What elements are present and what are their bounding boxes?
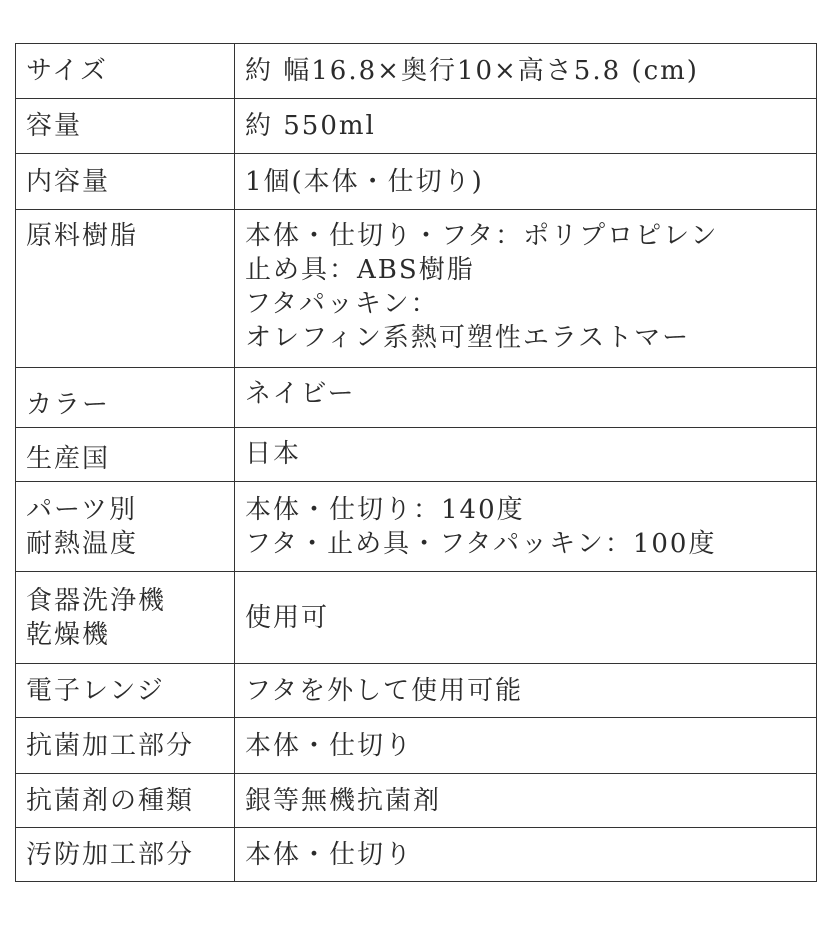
value-line: フタ・止め具・フタパッキン：100度 [245,528,717,559]
value-line: 本体・仕切り [245,839,414,870]
spec-label [16,572,235,664]
spec-row-origin [16,428,817,482]
label-line: 生産国 [26,444,111,474]
value-line: 本体・仕切り [245,730,414,761]
spec-label [16,44,235,99]
value-line: 銀等無機抗菌剤 [245,785,442,816]
label-line: 食器洗浄機 [26,585,167,616]
label-line: 内容量 [26,166,111,197]
spec-value [235,368,817,428]
value-line: フタパッキン： [245,289,439,319]
spec-value [235,774,817,828]
value-line: 日本 [245,439,302,469]
spec-label [16,368,235,428]
label-line: 耐熱温度 [26,528,139,559]
spec-row-microwave [16,664,817,718]
spec-label [16,210,235,368]
label-line: サイズ [26,56,108,86]
value-line: 1個(本体・仕切り) [245,166,484,197]
spec-value [235,828,817,882]
value-line: フタを外して使用可能 [245,675,524,706]
spec-label [16,828,235,882]
spec-label [16,428,235,482]
label-line: 乾燥機 [26,619,111,650]
spec-label [16,99,235,154]
label-line: パーツ別 [26,494,137,525]
spec-table [15,43,817,882]
spec-label [16,664,235,718]
label-line: 抗菌加工部分 [26,730,195,761]
value-line: 使用可 [245,602,330,633]
spec-label [16,718,235,774]
spec-value [235,718,817,774]
value-line: 本体・仕切り：140度 [245,494,525,525]
spec-value [235,210,817,368]
value-line: 止め具：ABS樹脂 [245,255,475,285]
label-line: 容量 [26,111,83,141]
spec-row-material [16,210,817,368]
spec-label [16,482,235,572]
label-line: カラー [26,390,111,420]
label-line: 抗菌剤の種類 [26,785,195,816]
spec-row-antibacterial-parts [16,718,817,774]
value-line: オレフィン系熱可塑性エラストマー [245,323,691,353]
value-line: 約 550ml [245,111,376,141]
value-line: 約 幅16.8×奥行10×高さ5.8 (cm) [245,56,699,86]
spec-row-stain-resistant-parts [16,828,817,882]
label-line: 汚防加工部分 [26,839,195,870]
spec-row-size [16,44,817,99]
value-line: ネイビー [245,379,356,409]
label-line: 電子レンジ [26,675,165,706]
value-line: 本体・仕切り・フタ：ポリプロピレン [245,221,719,251]
spec-row-capacity [16,99,817,154]
spec-value [235,664,817,718]
spec-value [235,99,817,154]
spec-value [235,572,817,664]
spec-row-heat-resistance [16,482,817,572]
spec-value [235,428,817,482]
spec-row-contents [16,154,817,210]
spec-row-color [16,368,817,428]
spec-row-antibacterial-agent [16,774,817,828]
spec-row-dishwasher [16,572,817,664]
spec-label [16,154,235,210]
spec-value [235,482,817,572]
spec-value [235,44,817,99]
spec-label [16,774,235,828]
label-line: 原料樹脂 [26,221,139,251]
spec-value [235,154,817,210]
